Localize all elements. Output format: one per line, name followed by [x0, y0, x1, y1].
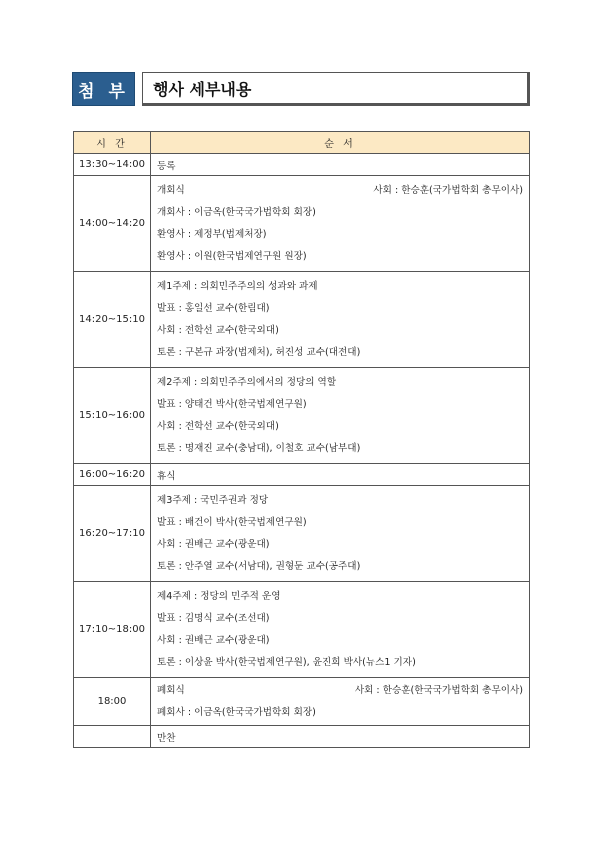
line-text: 사회 : 권배근 교수(광운대) [157, 634, 270, 646]
time-cell: 16:00~16:20 [74, 464, 151, 486]
table-row [74, 464, 530, 486]
schedule-table [73, 131, 530, 748]
line-text: 사회 : 전학선 교수(한국외대) [157, 324, 279, 336]
line-text: 폐회사 : 이금옥(한국국가법학회 회장) [157, 706, 316, 718]
content-cell [151, 154, 530, 176]
column-header-order: 순 서 [151, 132, 530, 154]
line-text: 환영사 : 이원(한국법제연구원 원장) [157, 250, 307, 262]
content-cell [151, 272, 530, 368]
time-cell: 18:00 [74, 678, 151, 726]
table-row [74, 486, 530, 582]
line-text: 토론 : 안주열 교수(서남대), 권형둔 교수(공주대) [157, 560, 361, 572]
attachment-badge: 첨 부 [72, 72, 135, 106]
table-row [74, 154, 530, 176]
time-cell: 17:10~18:00 [74, 582, 151, 678]
line-text: 제4주제 : 정당의 민주적 운영 [157, 590, 281, 602]
line-text: 발표 : 홍일선 교수(한림대) [157, 302, 270, 314]
content-cell [151, 368, 530, 464]
line-text: 토론 : 이상윤 박사(한국법제연구원), 윤진희 박사(뉴스1 기자) [157, 656, 416, 668]
time-cell: 16:20~17:10 [74, 486, 151, 582]
line-text: 개회사 : 이금옥(한국국가법학회 회장) [157, 206, 316, 218]
moderator-text: 사회 : 한승훈(한국국가법학회 총무이사) [354, 684, 523, 696]
line-text: 제1주제 : 의회민주주의의 성과와 과제 [157, 280, 318, 292]
table-row [74, 368, 530, 464]
attachment-header [72, 72, 530, 106]
table-row [74, 176, 530, 272]
line-text: 토론 : 명재진 교수(충남대), 이철호 교수(남부대) [157, 442, 361, 454]
line-text: 만찬 [157, 732, 176, 744]
line-text: 등록 [157, 160, 176, 172]
table-row [74, 272, 530, 368]
column-header-time: 시 간 [74, 132, 151, 154]
content-cell [151, 176, 530, 272]
line-text: 휴식 [157, 470, 176, 482]
line-text: 발표 : 김명식 교수(조선대) [157, 612, 270, 624]
content-cell [151, 678, 530, 726]
line-text: 사회 : 전학선 교수(한국외대) [157, 420, 279, 432]
time-cell: 14:00~14:20 [74, 176, 151, 272]
line-text: 환영사 : 제정부(법제처장) [157, 228, 267, 240]
time-cell [74, 726, 151, 748]
line-text: 제2주제 : 의회민주주의에서의 정당의 역할 [157, 376, 337, 388]
line-text: 토론 : 구본규 과장(법제처), 허진성 교수(대전대) [157, 346, 361, 358]
time-cell: 13:30~14:00 [74, 154, 151, 176]
line-text: 사회 : 권배근 교수(광운대) [157, 538, 270, 550]
time-cell: 15:10~16:00 [74, 368, 151, 464]
table-row [74, 726, 530, 748]
content-cell [151, 726, 530, 748]
content-cell [151, 486, 530, 582]
time-cell: 14:20~15:10 [74, 272, 151, 368]
table-header-row [74, 132, 530, 154]
line-text: 폐회식 [157, 684, 185, 696]
line-text: 발표 : 배건이 박사(한국법제연구원) [157, 516, 307, 528]
content-cell [151, 582, 530, 678]
table-row [74, 678, 530, 726]
page-title: 행사 세부내용 [142, 72, 530, 106]
moderator-text: 사회 : 한승훈(국가법학회 총무이사) [373, 184, 523, 196]
content-cell [151, 464, 530, 486]
line-text: 개회식 [157, 184, 185, 196]
table-row [74, 582, 530, 678]
line-text: 제3주제 : 국민주권과 정당 [157, 494, 269, 506]
line-text: 발표 : 양태건 박사(한국법제연구원) [157, 398, 307, 410]
